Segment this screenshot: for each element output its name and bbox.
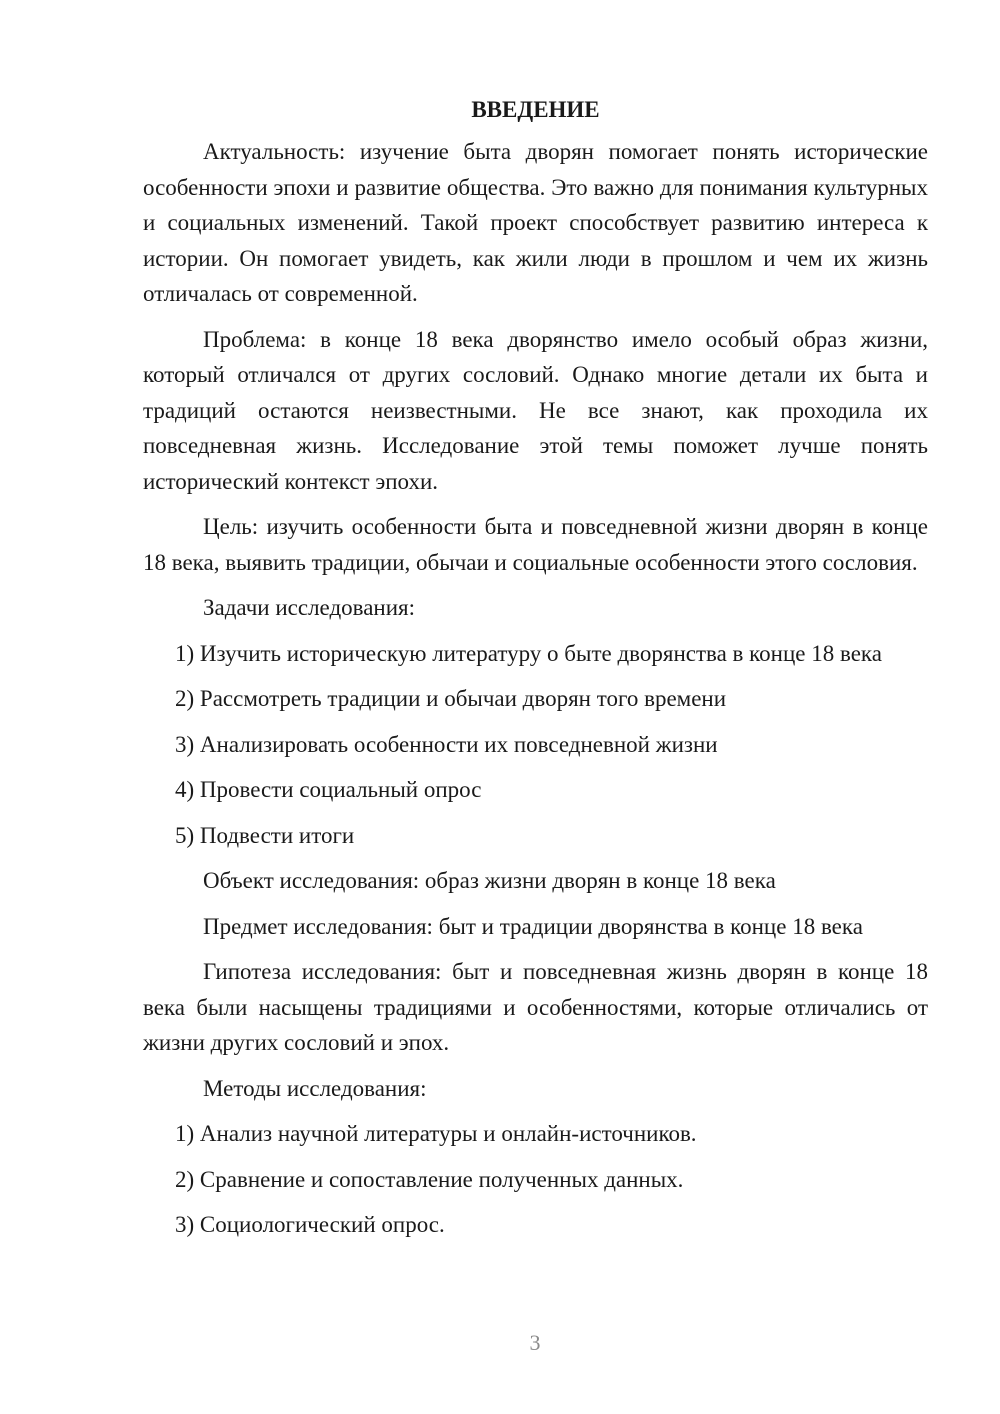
relevance-paragraph: Актуальность: изучение быта дворян помогает понять исторические особенности эпохи и развитие общества. Это важно для понимания культурных и социальных изменений. Такой проект способствует развитию интереса к истории. Он помогает увидеть, как жили люди в прошлом и чем их жизнь отличалась от современной. — [143, 139, 928, 306]
method-item: 1) Анализ научной литературы и онлайн-источников. — [175, 1121, 697, 1146]
page-number: 3 — [529, 1330, 541, 1355]
task-item: 3) Анализировать особенности их повседневной жизни — [175, 731, 718, 757]
task-item: 1) Изучить историческую литературу о быте дворянства в конце 18 века — [175, 640, 882, 666]
task-item: 2) Рассмотреть традиции и обычаи дворян того времени — [175, 686, 727, 711]
goal-paragraph: Цель: изучить особенности быта и повседневной жизни дворян в конце 18 века, выявить традиции, обычаи и социальные особенности этого сословия. — [143, 514, 928, 575]
document-page — [143, 92, 928, 1253]
methods-title: Методы исследования: — [203, 1075, 427, 1101]
method-item: 2) Сравнение и сопоставление полученных данных. — [175, 1166, 684, 1192]
object-paragraph: Объект исследования: образ жизни дворян в конце 18 века — [203, 868, 776, 893]
problem-paragraph: Проблема: в конце 18 века дворянство имело особый образ жизни, который отличался от других сословий. Однако многие детали их быта и традиций остаются неизвестными. Не все знают, как проходила их повседневная жизнь. Исследование этой темы поможет лучше понять исторический контекст эпохи. — [143, 326, 928, 494]
task-item: 5) Подвести итоги — [175, 822, 355, 848]
section-heading: ВВЕДЕНИЕ — [471, 97, 600, 122]
hypothesis-paragraph: Гипотеза исследования: быт и повседневная жизнь дворян в конце 18 века были насыщены традициями и особенностями, которые отличались от жизни других сословий и эпох. — [143, 959, 928, 1055]
method-item: 3) Социологический опрос. — [175, 1212, 445, 1237]
subject-paragraph: Предмет исследования: быт и традиции дворянства в конце 18 века — [203, 913, 863, 939]
task-item: 4) Провести социальный опрос — [175, 777, 482, 802]
tasks-title: Задачи исследования: — [203, 595, 416, 620]
